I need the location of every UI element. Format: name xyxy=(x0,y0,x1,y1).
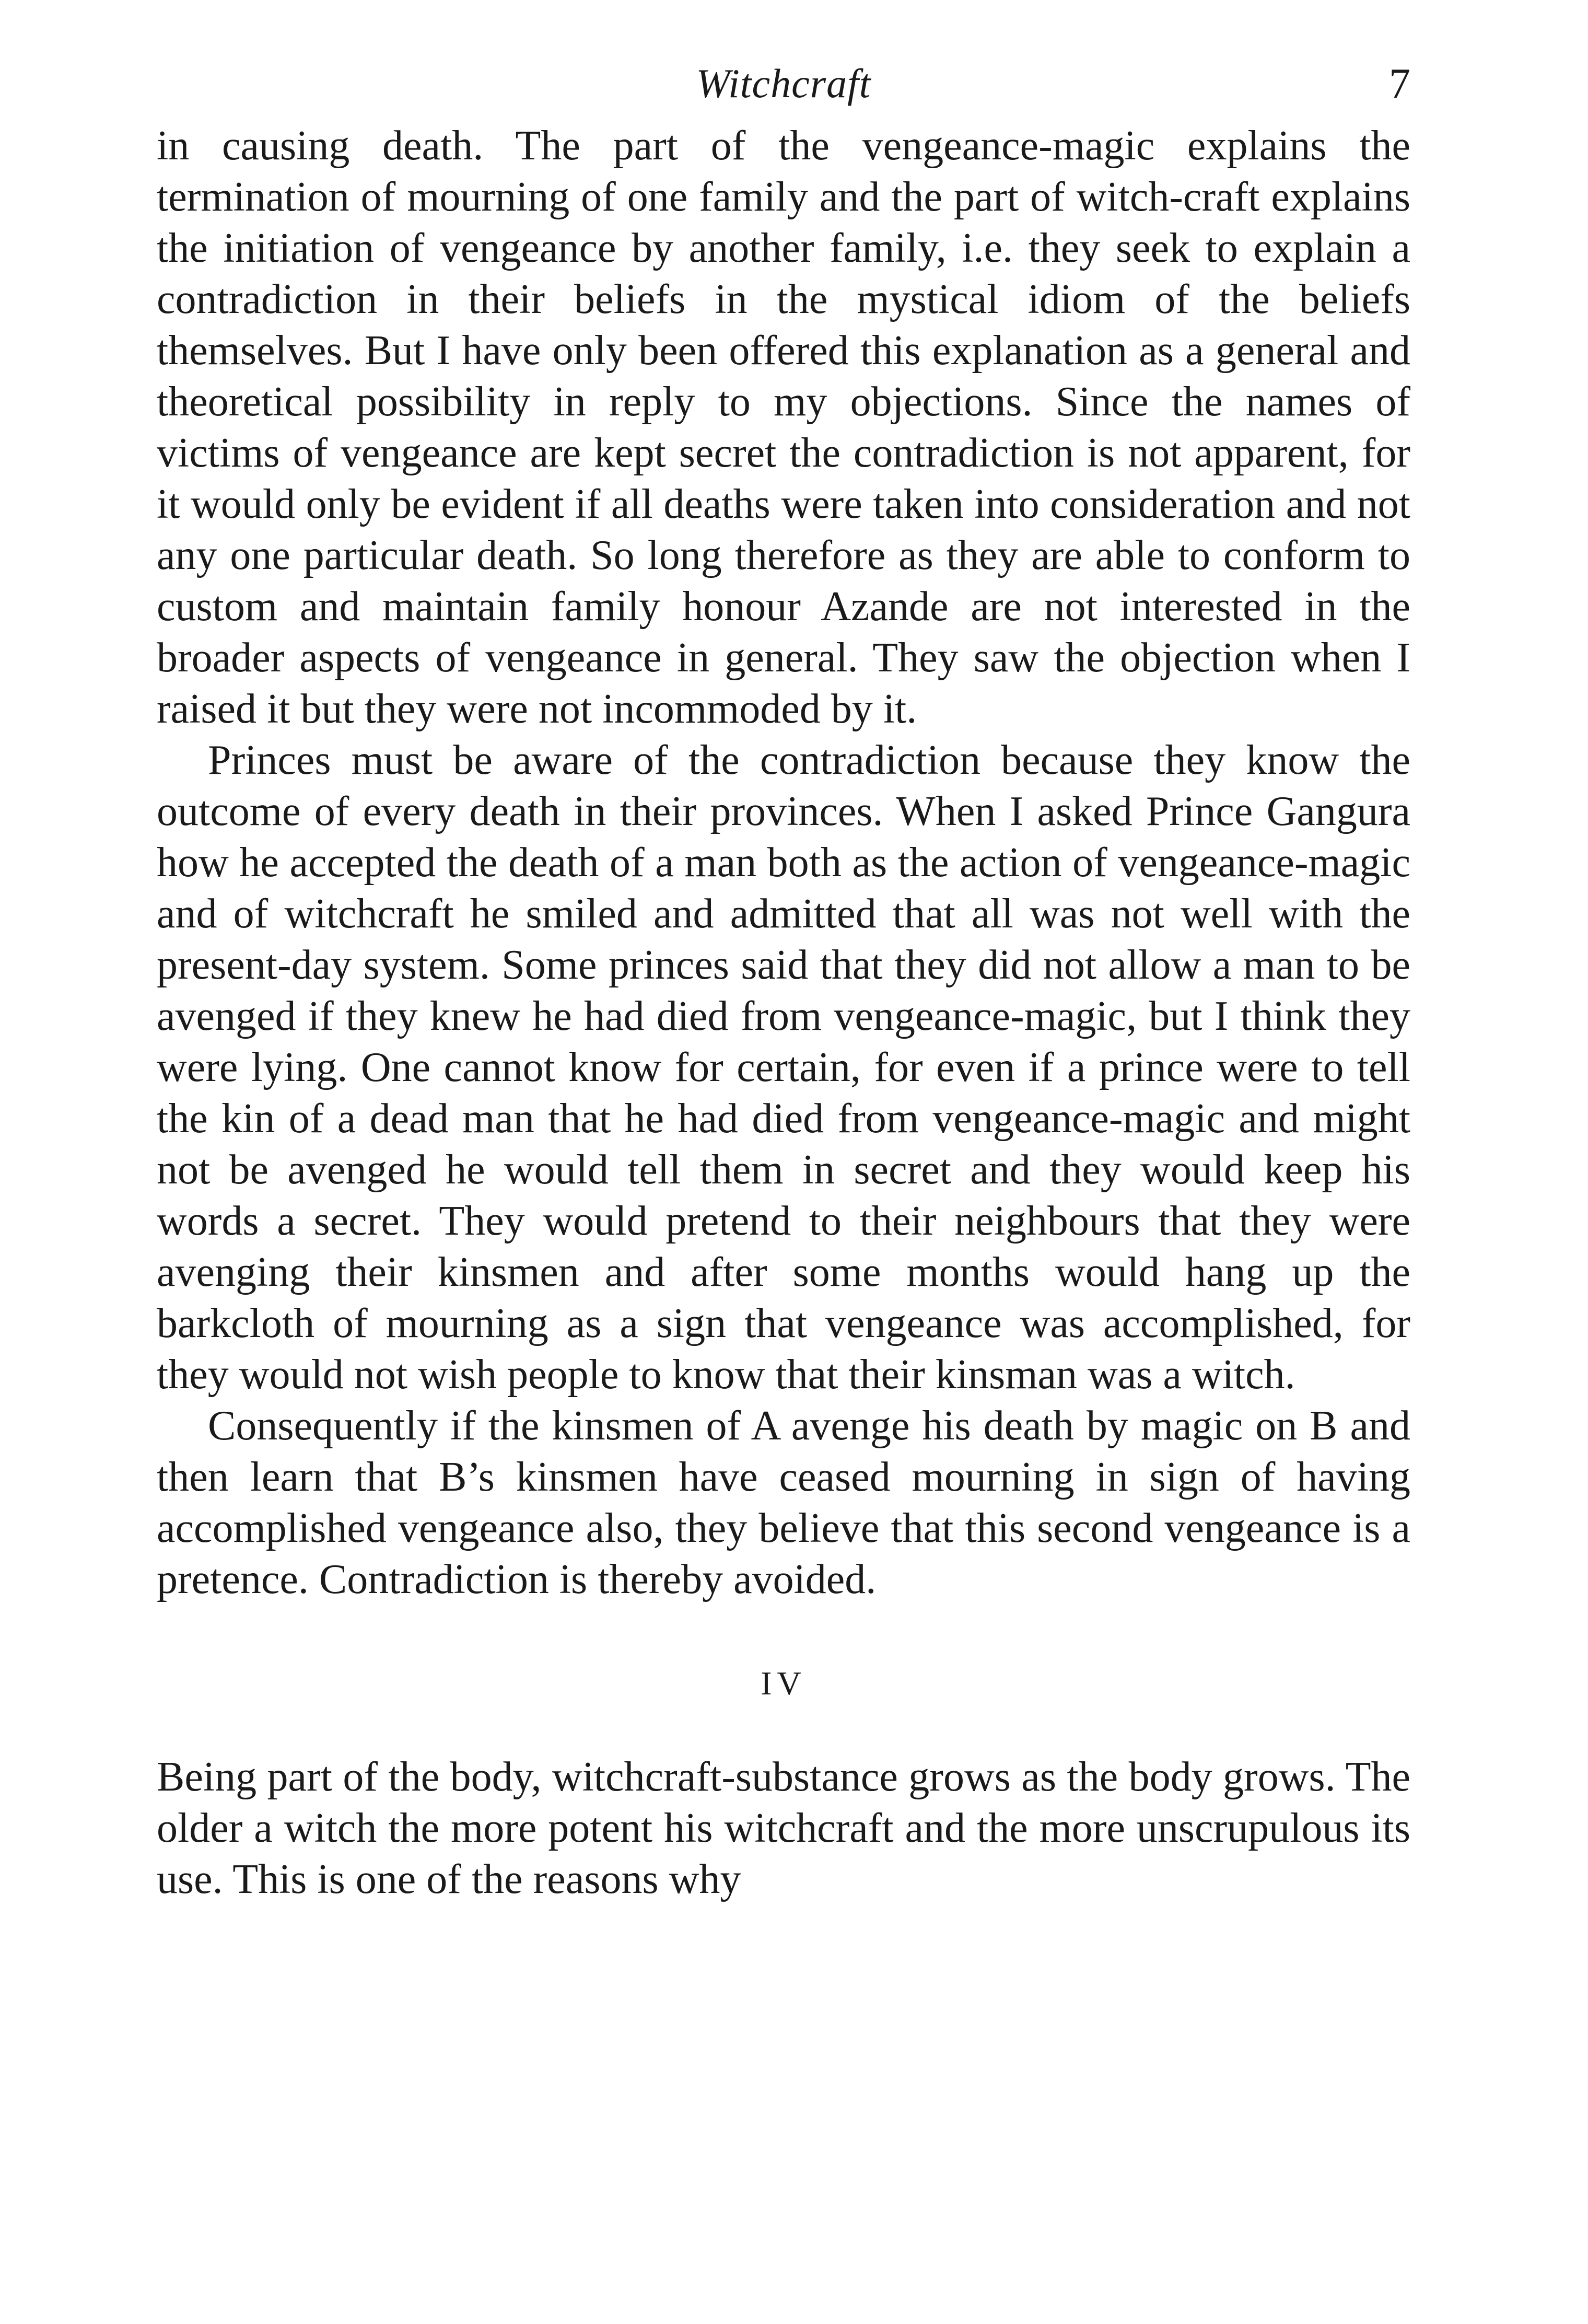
paragraph-princes: Princes must be aware of the contradiction because they know the outcome of every death in their provinces. When I asked Prince Gangura how he accepted the death of a man both as the action of vengeance-magic and of witchcraft he smiled and admitted that all was not well with the present-day system. Some princes said that they did not allow a man to be avenged if they knew he had died from vengeance-magic, but I think they were lying. One cannot know for certain, for even if a prince were to tell the kin of a dead man that he had died from vengeance-magic and might not be avenged he would tell them in secret and they would keep his words a secret. They would pretend to their neighbours that they were avenging their kinsmen and after some months would hang up the barkcloth of mourning as a sign that vengeance was accomplished, for they would not wish people to know that their kinsman was a witch. xyxy=(157,737,1410,1398)
paragraph-continued: in causing death. The part of the vengeance-magic explains the termination of mourning of one family and the part of witch-craft explains the initiation of vengeance by another family, i.e. they seek to explain a contradiction in their beliefs in the mystical idiom of the beliefs themselves. But I have only been offered this explanation as a general and theoretical possibility in reply to my objections. Since the names of victims of vengeance are kept secret the contradiction is not apparent, for it would only be evident if all deaths were taken into consideration and not any one particular death. So long therefore as they are able to conform to custom and maintain family honour Azande are not interested in the broader aspects of vengeance in general. They saw the objection when I raised it but they were not incommoded by it. xyxy=(157,123,1410,732)
page-number: 7 xyxy=(1389,60,1410,107)
paragraph-section-iv: Being part of the body, witchcraft-substance grows as the body grows. The older a witch the more potent his witchcraft and the more unscrupulous its use. This is one of the reasons why xyxy=(157,1754,1410,1902)
section-number: IV xyxy=(761,1665,807,1702)
book-page xyxy=(157,57,1410,2252)
running-head-title: Witchcraft xyxy=(696,61,871,106)
running-head xyxy=(157,57,1410,120)
body-text xyxy=(157,120,1410,1905)
paragraph-consequently: Consequently if the kinsmen of A avenge his death by magic on B and then learn that B’s kinsmen have ceased mourning in sign of having accomplished vengeance also, they believe that this second vengeance is a pretence. Contradiction is thereby avoided. xyxy=(157,1403,1410,1602)
